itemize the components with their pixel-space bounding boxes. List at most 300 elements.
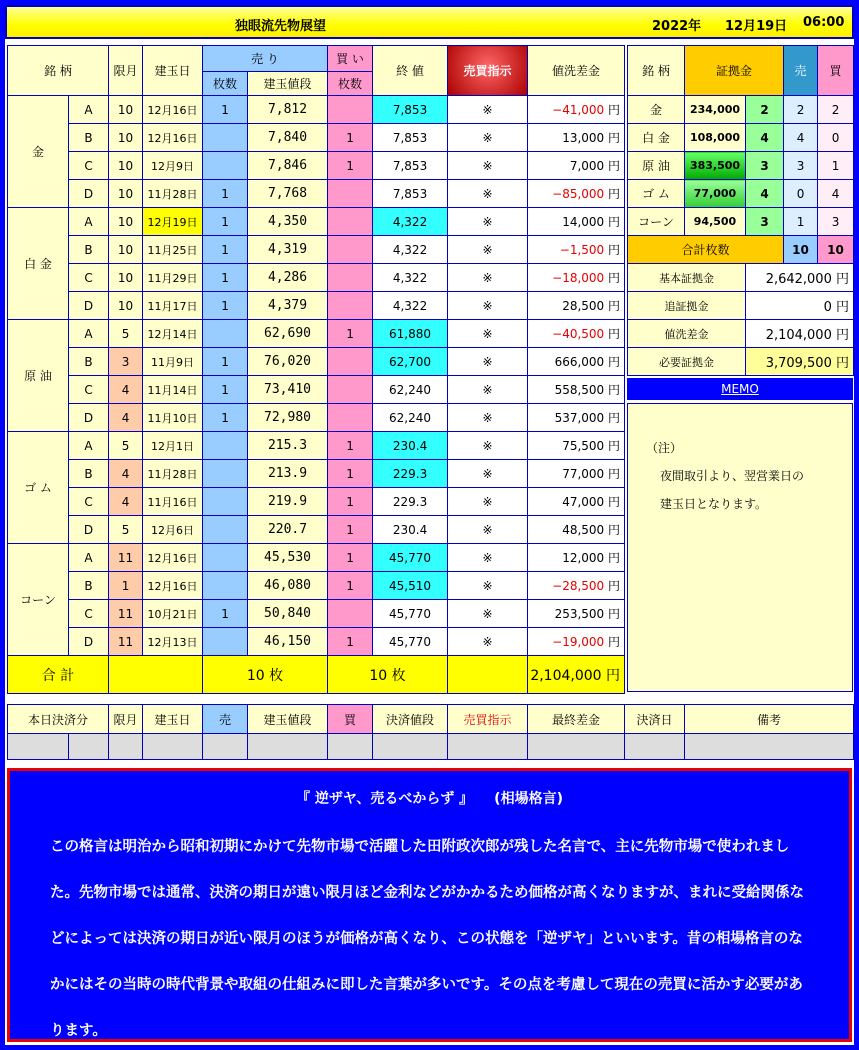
yen-unit: 円 (608, 299, 621, 313)
row-key: C (69, 600, 109, 628)
group-name: ゴ ム (8, 432, 69, 544)
row-buy-count: 1 (328, 460, 373, 488)
margin-summary-row (628, 264, 854, 292)
summary-value: 0 (823, 300, 832, 315)
row-key: A (69, 432, 109, 460)
row-tateprice: 220.7 (248, 516, 328, 544)
position-row[interactable] (8, 544, 625, 572)
yen-unit: 円 (608, 523, 621, 537)
position-row[interactable] (8, 404, 625, 432)
row-close: 62,240 (373, 376, 448, 404)
row-sign: ※ (448, 460, 528, 488)
row-sell-count: 1 (203, 208, 248, 236)
row-sell-count: 1 (203, 236, 248, 264)
row-buy-count: 1 (328, 320, 373, 348)
row-sign: ※ (448, 404, 528, 432)
row-tateday: 12月16日 (143, 544, 203, 572)
row-sell-count (203, 432, 248, 460)
margin-row (628, 124, 854, 152)
row-tateprice: 215.3 (248, 432, 328, 460)
row-tateprice: 4,319 (248, 236, 328, 264)
row-key: B (69, 236, 109, 264)
margin-summary-row (628, 292, 854, 320)
row-close: 7,853 (373, 152, 448, 180)
margin-qty: 4 (746, 124, 784, 152)
yen-unit: 円 (608, 467, 621, 481)
row-close: 45,770 (373, 628, 448, 656)
row-key: B (69, 460, 109, 488)
yen-unit: 円 (608, 159, 621, 173)
row-buy-count: 1 (328, 488, 373, 516)
row-tateday: 11月25日 (143, 236, 203, 264)
col-sagaku: 値洗差金 (528, 46, 625, 96)
row-sagaku (528, 404, 625, 432)
row-month: 5 (109, 320, 143, 348)
row-month: 11 (109, 600, 143, 628)
row-tateday: 11月17日 (143, 292, 203, 320)
yen-unit: 円 (836, 300, 850, 315)
row-sagaku-value: −41,000 (552, 103, 605, 117)
row-key: B (69, 572, 109, 600)
settle-col-kessai: 本日決済分 (8, 705, 109, 734)
summary-value: 2,642,000 (765, 272, 832, 287)
row-sign: ※ (448, 236, 528, 264)
row-buy-count (328, 348, 373, 376)
settle-col-sell: 売 (203, 705, 248, 734)
yen-unit: 円 (608, 243, 621, 257)
row-sign: ※ (448, 320, 528, 348)
row-buy-count (328, 180, 373, 208)
row-tateprice: 7,812 (248, 96, 328, 124)
memo-line-1: （注） (646, 441, 683, 455)
sign-button[interactable]: 売買指示 (448, 46, 528, 96)
row-month: 10 (109, 124, 143, 152)
margin-total-sell: 10 (784, 236, 818, 264)
row-sagaku (528, 544, 625, 572)
row-month: 10 (109, 152, 143, 180)
yen-unit: 円 (606, 667, 621, 684)
row-buy-count: 1 (328, 544, 373, 572)
title-bar (5, 5, 854, 39)
row-sell-count (203, 152, 248, 180)
row-key: C (69, 488, 109, 516)
margin-total-buy: 10 (818, 236, 854, 264)
yen-unit: 円 (608, 215, 621, 229)
col-kai: 買 い (328, 46, 373, 72)
margin-sell: 2 (784, 96, 818, 124)
row-tateprice: 73,410 (248, 376, 328, 404)
yen-unit: 円 (608, 103, 621, 117)
row-close: 61,880 (373, 320, 448, 348)
position-row[interactable] (8, 124, 625, 152)
margin-qty: 3 (746, 152, 784, 180)
row-buy-count (328, 236, 373, 264)
margin-col-sell: 売 (784, 46, 818, 96)
row-sagaku-value: 77,000 (562, 467, 605, 481)
col-sell-maisu: 枚数 (203, 72, 248, 96)
col-meigara: 銘 柄 (8, 46, 109, 96)
row-sagaku-value: 14,000 (562, 215, 605, 229)
row-close: 4,322 (373, 236, 448, 264)
position-row[interactable] (8, 432, 625, 460)
row-sagaku-value: 13,000 (562, 131, 605, 145)
yen-unit: 円 (836, 356, 850, 371)
margin-name: コーン (628, 208, 685, 236)
row-sign: ※ (448, 124, 528, 152)
row-sagaku-value: −18,000 (552, 271, 605, 285)
row-sign: ※ (448, 264, 528, 292)
row-tateprice: 76,020 (248, 348, 328, 376)
row-month: 10 (109, 264, 143, 292)
row-sagaku (528, 432, 625, 460)
settle-col-month: 限月 (109, 705, 143, 734)
col-tateprice: 建玉値段 (248, 72, 328, 96)
row-sell-count (203, 124, 248, 152)
row-month: 4 (109, 404, 143, 432)
margin-amount: 94,500 (685, 208, 746, 236)
row-tateprice: 46,080 (248, 572, 328, 600)
memo-line-3: 建玉日となります。 (660, 497, 768, 511)
row-sagaku (528, 292, 625, 320)
row-month: 11 (109, 628, 143, 656)
row-tateday: 12月13日 (143, 628, 203, 656)
margin-sell: 0 (784, 180, 818, 208)
row-sagaku-value: −85,000 (552, 187, 605, 201)
margin-buy: 0 (818, 124, 854, 152)
settle-col-sign: 売買指示 (448, 705, 528, 734)
memo-link[interactable]: MEMO (627, 378, 853, 400)
position-row[interactable] (8, 208, 625, 236)
row-buy-count (328, 404, 373, 432)
row-month: 1 (109, 572, 143, 600)
row-tateprice: 46,150 (248, 628, 328, 656)
row-sell-count (203, 628, 248, 656)
row-sagaku-value: 7,000 (569, 159, 605, 173)
row-key: A (69, 320, 109, 348)
margin-name: ゴ ム (628, 180, 685, 208)
header-time: 06:00 (803, 15, 845, 30)
row-month: 3 (109, 348, 143, 376)
row-close: 4,322 (373, 292, 448, 320)
row-buy-count (328, 264, 373, 292)
row-tateday: 12月6日 (143, 516, 203, 544)
margin-buy: 2 (818, 96, 854, 124)
position-row[interactable] (8, 376, 625, 404)
row-tateprice: 213.9 (248, 460, 328, 488)
row-sagaku-value: 47,000 (562, 495, 605, 509)
row-tateday: 12月16日 (143, 96, 203, 124)
margin-name: 金 (628, 96, 685, 124)
positions-table (7, 45, 625, 694)
row-sell-count: 1 (203, 600, 248, 628)
totals-sum-value: 2,104,000 (530, 667, 602, 684)
row-tateprice: 62,690 (248, 320, 328, 348)
row-key: A (69, 208, 109, 236)
row-buy-count (328, 292, 373, 320)
row-sign: ※ (448, 208, 528, 236)
row-month: 5 (109, 432, 143, 460)
row-sign: ※ (448, 180, 528, 208)
summary-value-cell (746, 292, 854, 320)
yen-unit: 円 (836, 328, 850, 343)
row-sagaku (528, 348, 625, 376)
row-sagaku (528, 124, 625, 152)
row-close: 45,770 (373, 600, 448, 628)
row-sign: ※ (448, 292, 528, 320)
row-sell-count (203, 516, 248, 544)
group-name: 白 金 (8, 208, 69, 320)
header-year: 2022年 (652, 19, 702, 34)
margin-row (628, 96, 854, 124)
row-sagaku-value: −40,500 (552, 327, 605, 341)
row-tateprice: 72,980 (248, 404, 328, 432)
summary-label: 必要証拠金 (628, 348, 746, 376)
summary-value: 3,709,500 (765, 356, 832, 371)
row-month: 5 (109, 516, 143, 544)
row-sell-count: 1 (203, 404, 248, 432)
row-buy-count: 1 (328, 152, 373, 180)
row-tateprice: 4,379 (248, 292, 328, 320)
row-tateday: 12月16日 (143, 124, 203, 152)
margin-qty: 3 (746, 208, 784, 236)
summary-value-cell (746, 320, 854, 348)
row-month: 4 (109, 460, 143, 488)
row-tateday: 12月19日 (143, 208, 203, 236)
row-sagaku-value: −1,500 (559, 243, 605, 257)
position-row[interactable] (8, 236, 625, 264)
settle-col-settleprice: 決済値段 (373, 705, 448, 734)
row-month: 4 (109, 376, 143, 404)
row-buy-count: 1 (328, 516, 373, 544)
row-key: D (69, 292, 109, 320)
position-row[interactable] (8, 96, 625, 124)
row-sign: ※ (448, 488, 528, 516)
totals-buy: 10 枚 (328, 656, 448, 694)
yen-unit: 円 (608, 355, 621, 369)
col-gengetsu: 限月 (109, 46, 143, 96)
row-close: 7,853 (373, 124, 448, 152)
row-key: C (69, 152, 109, 180)
row-sign: ※ (448, 544, 528, 572)
row-close: 62,240 (373, 404, 448, 432)
row-close: 230.4 (373, 432, 448, 460)
position-row[interactable] (8, 572, 625, 600)
row-sagaku-value: −28,500 (552, 579, 605, 593)
row-month: 4 (109, 488, 143, 516)
row-sagaku-value: 666,000 (554, 355, 605, 369)
position-row[interactable] (8, 516, 625, 544)
settlement-table (7, 704, 854, 760)
row-sagaku (528, 152, 625, 180)
summary-label: 追証拠金 (628, 292, 746, 320)
row-buy-count: 1 (328, 432, 373, 460)
col-tateday: 建玉日 (143, 46, 203, 96)
row-tateday: 12月14日 (143, 320, 203, 348)
margin-sell: 1 (784, 208, 818, 236)
row-sell-count (203, 544, 248, 572)
row-tateday: 11月28日 (143, 460, 203, 488)
margin-name: 原 油 (628, 152, 685, 180)
row-sell-count: 1 (203, 376, 248, 404)
yen-unit: 円 (608, 551, 621, 565)
row-tateday: 12月1日 (143, 432, 203, 460)
row-sell-count (203, 460, 248, 488)
settle-col-buy: 買 (328, 705, 373, 734)
row-sell-count: 1 (203, 292, 248, 320)
position-row[interactable] (8, 600, 625, 628)
row-sell-count (203, 488, 248, 516)
row-key: B (69, 124, 109, 152)
row-key: D (69, 628, 109, 656)
row-sagaku-value: 28,500 (562, 299, 605, 313)
margin-sell: 3 (784, 152, 818, 180)
memo-panel (627, 403, 853, 692)
row-key: B (69, 348, 109, 376)
row-buy-count (328, 600, 373, 628)
margin-row (628, 208, 854, 236)
row-key: A (69, 96, 109, 124)
position-row[interactable] (8, 348, 625, 376)
margin-summary-row (628, 320, 854, 348)
yen-unit: 円 (608, 327, 621, 341)
position-row[interactable] (8, 460, 625, 488)
settle-col-tateprice: 建玉値段 (248, 705, 328, 734)
row-sagaku (528, 180, 625, 208)
totals-sell: 10 枚 (203, 656, 328, 694)
row-tateday: 11月14日 (143, 376, 203, 404)
row-buy-count (328, 376, 373, 404)
margin-total-label: 合計枚数 (628, 236, 784, 264)
margin-buy: 4 (818, 180, 854, 208)
summary-value-cell (746, 348, 854, 376)
row-month: 10 (109, 292, 143, 320)
row-buy-count (328, 96, 373, 124)
row-tateprice: 219.9 (248, 488, 328, 516)
yen-unit: 円 (608, 607, 621, 621)
margin-row (628, 152, 854, 180)
row-sign: ※ (448, 600, 528, 628)
margin-row (628, 180, 854, 208)
row-sagaku (528, 96, 625, 124)
row-close: 4,322 (373, 208, 448, 236)
row-sell-count (203, 572, 248, 600)
row-close: 229.3 (373, 488, 448, 516)
memo-line-2: 夜間取引より、翌営業日の (660, 469, 805, 483)
margin-qty: 2 (746, 96, 784, 124)
row-tateprice: 4,286 (248, 264, 328, 292)
row-sign: ※ (448, 628, 528, 656)
proverb-body: この格言は明治から昭和初期にかけて先物市場で活躍した田附政次郎が残した名言で、主に先物市場で使われました。先物市場では通常、決済の期日が遠い限月ほど金利などがかかるため価格が高くなりますが、まれに受給関係などによっては決済の期日が近い限月のほうが価格が高くなり、この状態を「逆ザヤ」といいます。昔の相場格言のなかにはその当時の時代背景や取組の仕組みに即した言葉が多いです。その点を考慮して現在の売買に活かす必要があります。 (50, 839, 804, 1039)
position-row[interactable] (8, 180, 625, 208)
summary-label: 基本証拠金 (628, 264, 746, 292)
row-sagaku-value: −19,000 (552, 635, 605, 649)
row-key: D (69, 516, 109, 544)
row-sell-count: 1 (203, 96, 248, 124)
margin-amount: 77,000 (685, 180, 746, 208)
row-close: 230.4 (373, 516, 448, 544)
row-tateprice: 7,768 (248, 180, 328, 208)
margin-summary-row (628, 348, 854, 376)
margin-col-meigara: 銘 柄 (628, 46, 685, 96)
row-sagaku (528, 488, 625, 516)
margin-table (627, 45, 854, 376)
row-sagaku (528, 236, 625, 264)
row-sagaku (528, 460, 625, 488)
row-tateday: 11月16日 (143, 488, 203, 516)
row-sell-count (203, 320, 248, 348)
proverb-title: 『 逆ザヤ、売るべからず 』 (相場格言) (296, 791, 563, 807)
yen-unit: 円 (608, 131, 621, 145)
col-uri: 売 り (203, 46, 328, 72)
yen-unit: 円 (608, 411, 621, 425)
row-sign: ※ (448, 572, 528, 600)
row-tateprice: 45,530 (248, 544, 328, 572)
row-tateprice: 50,840 (248, 600, 328, 628)
row-sell-count: 1 (203, 348, 248, 376)
row-key: D (69, 180, 109, 208)
row-tateday: 10月21日 (143, 600, 203, 628)
margin-qty: 4 (746, 180, 784, 208)
row-sagaku (528, 208, 625, 236)
row-sagaku-value: 537,000 (554, 411, 605, 425)
settle-empty-row (8, 734, 854, 760)
yen-unit: 円 (608, 187, 621, 201)
row-sagaku (528, 320, 625, 348)
proverb-box (7, 768, 852, 1042)
row-tateday: 11月9日 (143, 348, 203, 376)
row-close: 7,853 (373, 180, 448, 208)
row-tateprice: 4,350 (248, 208, 328, 236)
margin-col-buy: 買 (818, 46, 854, 96)
row-month: 10 (109, 180, 143, 208)
row-buy-count: 1 (328, 628, 373, 656)
position-row[interactable] (8, 292, 625, 320)
group-name: 金 (8, 96, 69, 208)
row-sagaku (528, 264, 625, 292)
col-buy-maisu: 枚数 (328, 72, 373, 96)
row-sagaku-value: 253,500 (554, 607, 605, 621)
row-sagaku-value: 12,000 (562, 551, 605, 565)
row-month: 10 (109, 236, 143, 264)
yen-unit: 円 (608, 579, 621, 593)
row-sagaku (528, 572, 625, 600)
position-row[interactable] (8, 152, 625, 180)
row-sagaku-value: 48,500 (562, 523, 605, 537)
row-sign: ※ (448, 152, 528, 180)
yen-unit: 円 (608, 271, 621, 285)
row-tateprice: 7,840 (248, 124, 328, 152)
row-key: C (69, 376, 109, 404)
row-buy-count (328, 208, 373, 236)
row-month: 10 (109, 96, 143, 124)
summary-value: 2,104,000 (765, 328, 832, 343)
settle-col-settleday: 決済日 (625, 705, 685, 734)
row-sagaku-value: 558,500 (554, 383, 605, 397)
totals-row (8, 656, 625, 694)
row-tateday: 11月10日 (143, 404, 203, 432)
row-sagaku (528, 600, 625, 628)
margin-buy: 3 (818, 208, 854, 236)
row-buy-count: 1 (328, 124, 373, 152)
position-row[interactable] (8, 264, 625, 292)
position-row[interactable] (8, 320, 625, 348)
margin-buy: 1 (818, 152, 854, 180)
position-row[interactable] (8, 628, 625, 656)
row-tateprice: 7,846 (248, 152, 328, 180)
position-row[interactable] (8, 488, 625, 516)
row-tateday: 12月9日 (143, 152, 203, 180)
margin-amount: 234,000 (685, 96, 746, 124)
